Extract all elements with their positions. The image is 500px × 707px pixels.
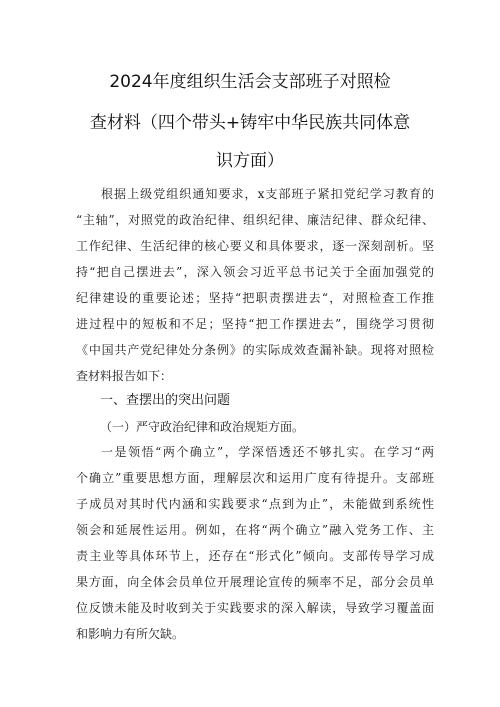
intro-line-8: 查材料报告如下： — [76, 369, 173, 383]
paragraph-line-4: 领会和延展性运用。例如，在将“两个确立”融入党务工作、主 — [76, 523, 434, 537]
document-title-line-3: 识方面） — [216, 151, 284, 171]
paragraph-line-5: 责主业等具体环节上，还存在“形式化”倾向。支部传导学习成 — [76, 549, 434, 563]
paragraph-line-3: 子成员对其时代内涵和实践要求“点到为止”，未能做到系统性 — [76, 497, 434, 511]
intro-line-5: 纪律建设的重要论述；坚持“把职责摆进去“，对照检查工作推 — [76, 291, 434, 305]
paragraph-line-1: 一是领悟“两个确立”，学深悟透还不够扎实。在学习“两 — [101, 445, 434, 459]
document-title-line-1: 2024年度组织生活会支部班子对照检 — [109, 72, 391, 92]
paragraph-line-7: 位反馈未能及时收到关于实践要求的深入解读，导致学习覆盖面 — [76, 601, 434, 615]
paragraph-line-6: 果方面，向全体会员单位开展理论宣传的频率不足，部分会员单 — [76, 575, 434, 589]
intro-line-4: 持“把自己摆进去”，深入领会习近平总书记关于全面加强党的 — [76, 265, 434, 279]
paragraph-line-8: 和影响力有所欠缺。 — [76, 627, 185, 641]
document-title-line-2: 查材料（四个带头+铸牢中华民族共同体意 — [89, 113, 411, 133]
intro-line-3: 工作纪律、生活纪律的核心要义和具体要求，逐一深刻剖析。坚 — [76, 239, 434, 253]
intro-line-1: 根据上级党组织通知要求，x支部班子紧扣党纪学习教育的 — [101, 187, 434, 201]
intro-line-6: 进过程中的短板和不足；坚持“把工作摆进去”，围绕学习贯彻 — [76, 317, 434, 331]
intro-line-2: “主轴”，对照党的政治纪律、组织纪律、廉洁纪律、群众纪律、 — [76, 213, 434, 227]
intro-line-7: 《中国共产党纪律处分条例》的实际成效查漏补缺。现将对照检 — [76, 343, 434, 357]
subsection-heading: （一）严守政治纪律和政治规矩方面。 — [100, 420, 305, 434]
section-heading: 一、查摆出的突出问题 — [100, 393, 231, 408]
paragraph-line-2: 个确立”重要思想方面，理解层次和运用广度有待提升。支部班 — [76, 471, 434, 485]
